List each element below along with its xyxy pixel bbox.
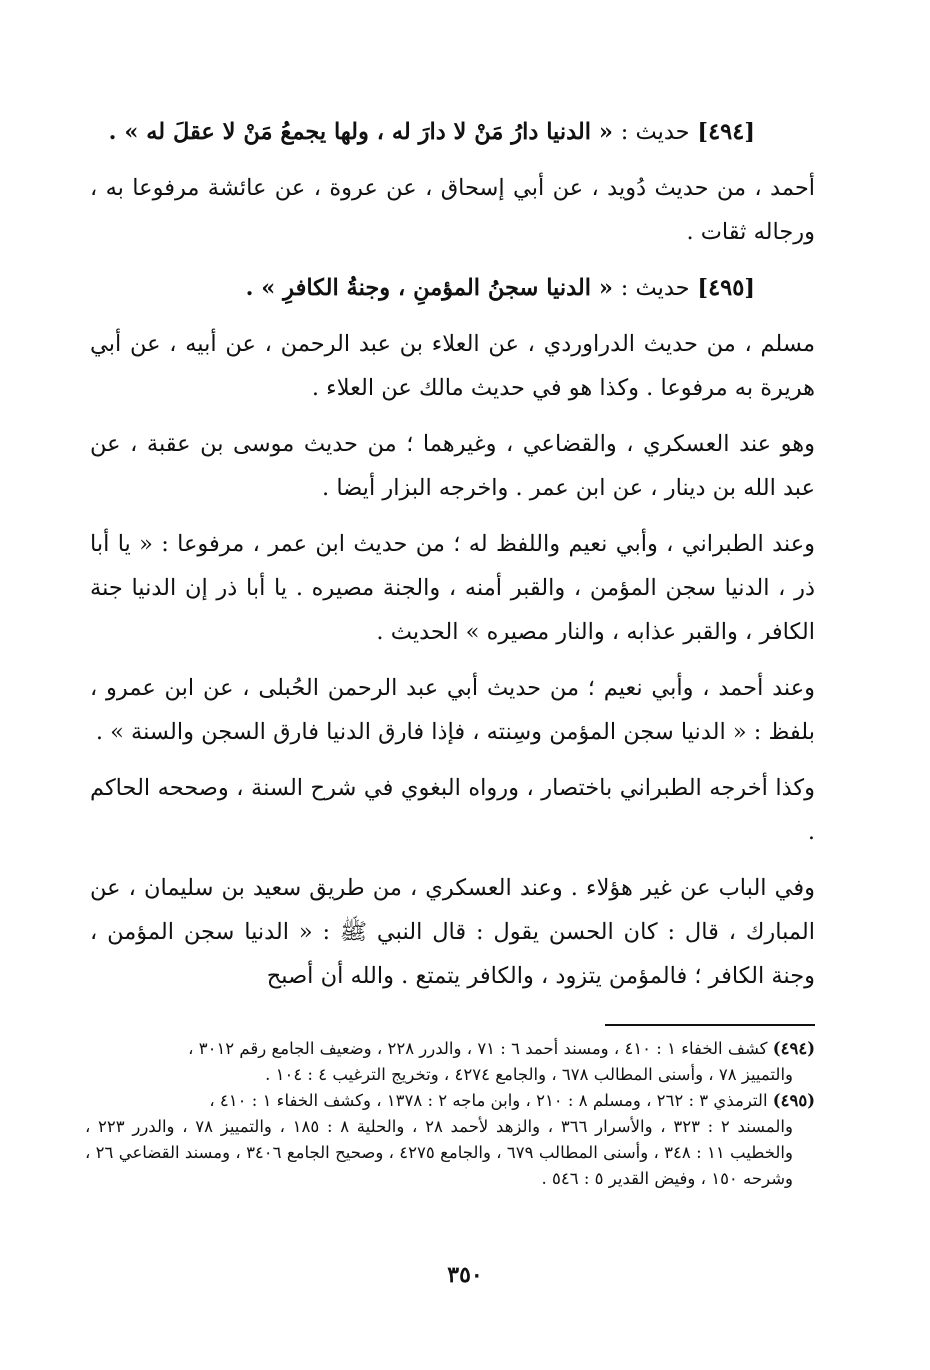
paragraph: وعند أحمد ، وأبي نعيم ؛ من حديث أبي عبد الرحمن الحُبلى ، عن ابن عمرو ، بلفظ : « الدنيا سجن المؤمن وسِنته ، فإذا فارق الدنيا فارق السجن والسنة » . (90, 675, 815, 745)
hadith-heading-495 (90, 266, 815, 310)
paragraph: مسلم ، من حديث الدراوردي ، عن العلاء بن عبد الرحمن ، عن أبيه ، عن أبي هريرة به مرفوعا . وكذا هو في حديث مالك عن العلاء . (90, 331, 815, 401)
page-number: ٣٥٠ (447, 1262, 483, 1288)
hadith-label: حديث : (620, 119, 690, 145)
hadith-text: « الدنيا دارُ مَنْ لا دارَ له ، ولها يجمعُ مَنْ لا عقلَ له » . (108, 119, 613, 145)
paragraph: أحمد ، من حديث دُويد ، عن أبي إسحاق ، عن عروة ، عن عائشة مرفوعا به ، ورجاله ثقات . (90, 175, 815, 245)
footnote-text: الترمذي ٣ : ٢٦٢ ، ومسلم ٨ : ٢١٠ ، وابن ماجه ٢ : ١٣٧٨ ، وكشف الخفاء ١ : ٤١٠ ، (209, 1091, 768, 1110)
footnote-494 (85, 1036, 815, 1088)
hadith-number: [٤٩٤] (697, 119, 755, 145)
paragraph: وعند الطبراني ، وأبي نعيم واللفظ له ؛ من حديث ابن عمر ، مرفوعا : « يا أبا ذر ، الدنيا سجن المؤمن ، والقبر أمنه ، والجنة مصيره . يا أبا ذر إن الدنيا جنة الكافر ، والقبر عذابه ، والنار مصيره » الحديث . (90, 531, 815, 645)
footnote-number: (٤٩٥) (772, 1091, 815, 1110)
main-text (90, 110, 815, 1010)
hadith-label: حديث : (620, 275, 690, 301)
footnote-continuation: والمسند ٢ : ٣٢٣ ، والأسرار ٣٦٦ ، والزهد لأحمد ٢٨ ، والحلية ٨ : ١٨٥ ، والتمييز ٧٨ ، والدرر ٢٢٣ ، والخطيب ١١ : ٣٤٨ ، وأسنى المطالب ٦٧٩ ، والجامع ٤٢٧٥ ، وصحيح الجامع ٣٤٠٦ ، ومسند القضاعي ٢٦ ، وشرحه ١٥٠ ، وفيض القدير ٥ : ٥٤٦ . (85, 1117, 793, 1188)
footnote-495 (85, 1088, 815, 1192)
footnote-number: (٤٩٤) (772, 1039, 815, 1058)
paragraph: وفي الباب عن غير هؤلاء . وعند العسكري ، من طريق سعيد بن سليمان ، عن المبارك ، قال : كان الحسن يقول : قال النبي ﷺ : « الدنيا سجن المؤمن ، وجنة الكافر ؛ فالمؤمن يتزود ، والكافر يتمتع . والله أن أصبح (90, 875, 815, 989)
hadith-number: [٤٩٥] (697, 275, 755, 301)
footnote-continuation: والتمييز ٧٨ ، وأسنى المطالب ٦٧٨ ، والجامع ٤٢٧٤ ، وتخريج الترغيب ٤ : ١٠٤ . (265, 1065, 793, 1084)
footnotes (85, 1036, 815, 1192)
paragraph: وكذا أخرجه الطبراني باختصار ، ورواه البغوي في شرح السنة ، وصححه الحاكم . (90, 775, 815, 845)
footnote-separator (605, 1024, 815, 1026)
hadith-heading-494 (90, 110, 815, 154)
footnote-text: كشف الخفاء ١ : ٤١٠ ، ومسند أحمد ٦ : ٧١ ، والدرر ٢٢٨ ، وضعيف الجامع رقم ٣٠١٢ ، (188, 1039, 768, 1058)
hadith-text: « الدنيا سجنُ المؤمنِ ، وجنةُ الكافرِ » . (245, 275, 613, 301)
paragraph: وهو عند العسكري ، والقضاعي ، وغيرهما ؛ من حديث موسى بن عقبة ، عن عبد الله بن دينار ، عن ابن عمر . واخرجه البزار أيضا . (90, 431, 815, 501)
